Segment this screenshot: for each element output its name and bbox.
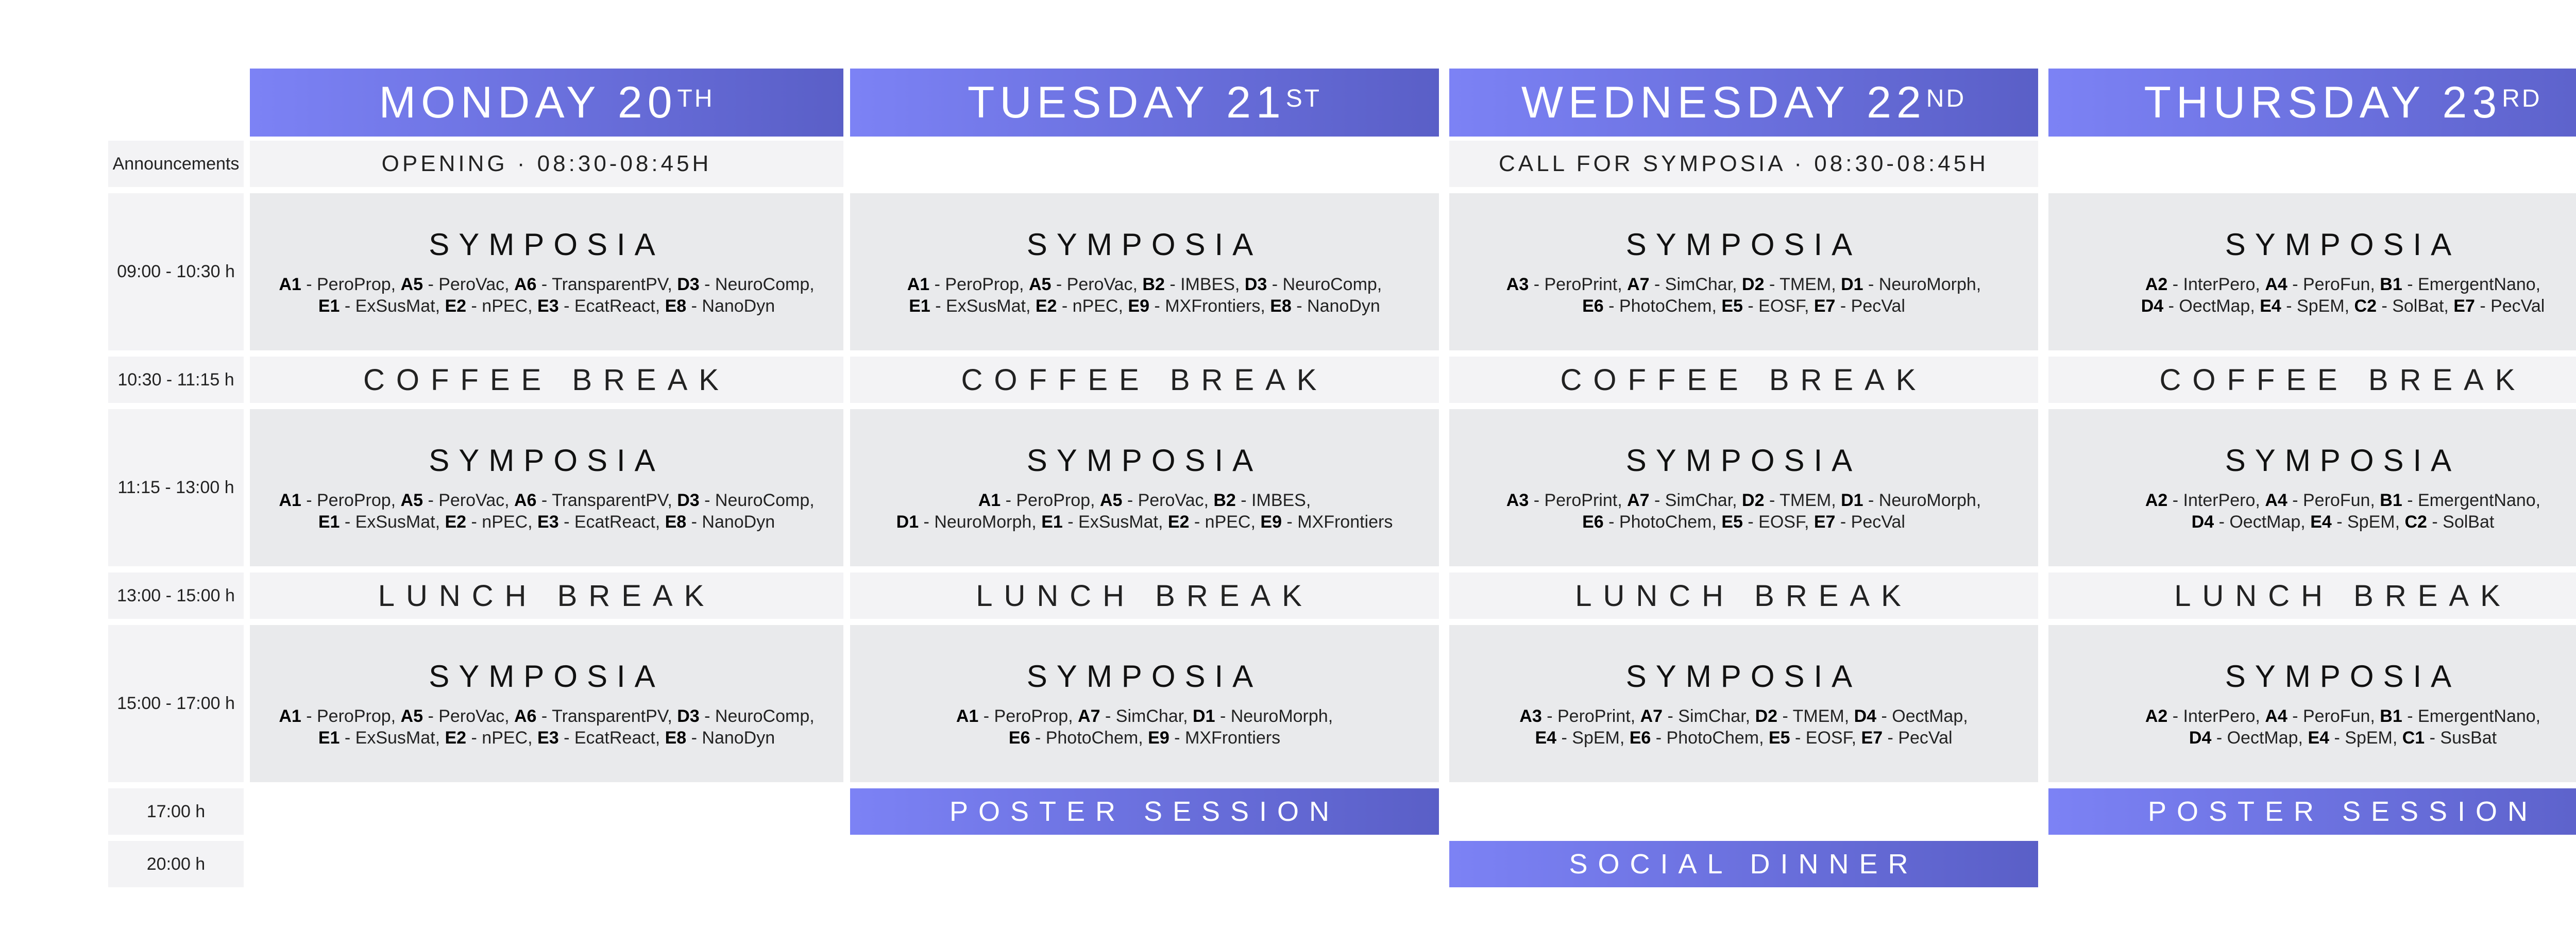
row-label-session-2: 11:15 - 13:00 h [108, 409, 244, 566]
track-name: - SusBat [2425, 728, 2497, 748]
lunch-break-thursday: LUNCH BREAK [2048, 572, 2576, 619]
symposia-thursday-session-1 [2048, 193, 2576, 350]
day-header-monday [250, 69, 843, 137]
symposia-track-line [956, 705, 1333, 727]
track-code: E4 [2308, 728, 2330, 748]
track-code: D1 [1841, 275, 1863, 294]
symposia-track-line [1519, 705, 1968, 727]
track-name: - PeroPrint, [1529, 275, 1628, 294]
track-name: - nPEC, [1189, 512, 1261, 532]
track-name: - SpEM, [2329, 728, 2402, 748]
track-code: E2 [1035, 296, 1057, 316]
announcement-monday: OPENING · 08:30-08:45H [250, 141, 843, 187]
symposia-track-line [279, 274, 814, 295]
track-code: E6 [1582, 296, 1604, 316]
track-name: - MXFrontiers [1169, 728, 1281, 748]
track-code: E2 [445, 728, 467, 748]
symposia-track-line [279, 490, 814, 511]
track-name: - InterPero, [2167, 706, 2265, 726]
symposia-title: SYMPOSIA [1026, 443, 1263, 478]
row-label-session-3: 15:00 - 17:00 h [108, 625, 244, 782]
track-name: - PeroProp, [301, 491, 401, 510]
track-name: - InterPero, [2167, 491, 2265, 510]
track-name: - PecVal [1835, 512, 1905, 532]
track-name: - NeuroMorph, [1863, 275, 1981, 294]
track-name: - ExSusMat, [340, 296, 445, 316]
track-name: - IMBES, [1164, 275, 1245, 294]
symposia-wednesday-session-3 [1449, 625, 2038, 782]
track-name: - EmergentNano, [2402, 491, 2541, 510]
track-name: - EcatReact, [558, 728, 665, 748]
symposia-track-line [909, 295, 1380, 317]
track-code: D1 [1193, 706, 1215, 726]
track-code: E1 [318, 512, 340, 532]
track-name: - PeroFun, [2287, 706, 2380, 726]
day-name: TUESDAY 21 [967, 77, 1286, 127]
lunch-break-wednesday: LUNCH BREAK [1449, 572, 2038, 619]
track-name: - TMEM, [1764, 491, 1841, 510]
track-name: - EcatReact, [558, 296, 665, 316]
track-code: A3 [1519, 706, 1542, 726]
symposia-track-line [1582, 295, 1905, 317]
track-name: - SolBat [2427, 512, 2495, 532]
track-code: D3 [677, 706, 700, 726]
track-code: B1 [2380, 275, 2402, 294]
track-code: A1 [279, 275, 301, 294]
symposia-track-line [1009, 727, 1280, 749]
track-name: - PeroVac, [423, 275, 514, 294]
track-name: - TransparentPV, [536, 706, 677, 726]
track-code: D1 [1841, 491, 1863, 510]
symposia-wednesday-session-1 [1449, 193, 2038, 350]
row-label-session-1: 09:00 - 10:30 h [108, 193, 244, 350]
row-label-lunch: 13:00 - 15:00 h [108, 572, 244, 619]
track-code: A5 [1099, 491, 1123, 510]
track-code: B2 [1142, 275, 1165, 294]
track-code: E3 [537, 728, 559, 748]
day-name: MONDAY 20 [379, 77, 677, 127]
track-name: - PeroPrint, [1541, 706, 1640, 726]
symposia-track-line [2145, 274, 2540, 295]
symposia-track-line [318, 511, 775, 533]
track-name: - PhotoChem, [1603, 296, 1722, 316]
track-name: - nPEC, [466, 728, 538, 748]
track-name: - ExSusMat, [930, 296, 1036, 316]
symposia-monday-session-3 [250, 625, 843, 782]
track-code: E4 [2310, 512, 2332, 532]
symposia-track-line [2145, 705, 2540, 727]
symposia-tuesday-session-3 [850, 625, 1439, 782]
track-name: - SimChar, [1100, 706, 1193, 726]
track-name: - NeuroComp, [1267, 275, 1382, 294]
track-code: A4 [2265, 706, 2287, 726]
track-code: E2 [445, 512, 467, 532]
track-name: - TMEM, [1764, 275, 1841, 294]
track-name: - EOSF, [1742, 296, 1814, 316]
track-code: D4 [2189, 728, 2212, 748]
day-header-thursday [2048, 69, 2576, 137]
track-code: A5 [400, 491, 423, 510]
track-name: - ExSusMat, [340, 728, 445, 748]
symposia-tuesday-session-2 [850, 409, 1439, 566]
track-name: - PeroPrint, [1529, 491, 1628, 510]
track-name: - PeroVac, [423, 706, 514, 726]
track-code: D2 [1742, 491, 1765, 510]
track-name: - PeroProp, [929, 275, 1029, 294]
symposia-track-line [1582, 511, 1905, 533]
day-header-wednesday [1449, 69, 2038, 137]
symposia-thursday-session-3 [2048, 625, 2576, 782]
symposia-title: SYMPOSIA [429, 227, 665, 262]
track-code: A4 [2265, 275, 2287, 294]
day-header-tuesday [850, 69, 1439, 137]
track-code: E3 [537, 512, 559, 532]
track-code: E6 [1629, 728, 1651, 748]
symposia-track-line [2192, 511, 2495, 533]
day-name: WEDNESDAY 22 [1521, 77, 1926, 127]
track-code: E8 [665, 728, 687, 748]
poster-session-tuesday: POSTER SESSION [850, 788, 1439, 835]
track-name: - OectMap, [2163, 296, 2260, 316]
track-name: - IMBES, [1235, 491, 1311, 510]
lunch-break-tuesday: LUNCH BREAK [850, 572, 1439, 619]
track-name: - InterPero, [2167, 275, 2265, 294]
symposia-track-line [318, 727, 775, 749]
track-code: E9 [1148, 728, 1170, 748]
symposia-title: SYMPOSIA [2225, 659, 2461, 694]
day-suffix: RD [2502, 85, 2542, 112]
symposia-title: SYMPOSIA [429, 659, 665, 694]
track-code: E1 [909, 296, 930, 316]
track-code: E2 [445, 296, 467, 316]
symposia-wednesday-session-2 [1449, 409, 2038, 566]
symposia-title: SYMPOSIA [1625, 659, 1862, 694]
track-name: - NeuroMorph, [1215, 706, 1333, 726]
track-name: - EOSF, [1742, 512, 1814, 532]
track-code: A2 [2145, 706, 2168, 726]
track-code: E5 [1721, 512, 1743, 532]
row-label-evening-1: 17:00 h [108, 788, 244, 835]
track-code: D4 [1854, 706, 1877, 726]
track-code: A7 [1640, 706, 1663, 726]
track-code: A4 [2265, 491, 2287, 510]
track-name: - NeuroComp, [699, 491, 815, 510]
track-name: - NanoDyn [686, 512, 775, 532]
track-code: A1 [279, 706, 301, 726]
track-name: - SimChar, [1649, 491, 1742, 510]
track-name: - EcatReact, [558, 512, 665, 532]
track-code: E9 [1128, 296, 1149, 316]
track-name: - OectMap, [2211, 728, 2308, 748]
track-code: E7 [1814, 296, 1836, 316]
track-name: - NanoDyn [1291, 296, 1380, 316]
day-suffix: ND [1926, 85, 1967, 112]
track-name: - EOSF, [1790, 728, 1861, 748]
track-code: E8 [1270, 296, 1292, 316]
track-name: - NeuroComp, [699, 706, 815, 726]
track-name: - PeroFun, [2287, 491, 2380, 510]
track-code: A1 [956, 706, 979, 726]
poster-session-thursday: POSTER SESSION [2048, 788, 2576, 835]
track-code: D3 [677, 275, 700, 294]
track-code: D1 [896, 512, 919, 532]
coffee-break-monday: COFFEE BREAK [250, 357, 843, 403]
track-code: A6 [514, 706, 537, 726]
symposia-title: SYMPOSIA [1026, 659, 1263, 694]
symposia-track-line [2189, 727, 2497, 749]
row-label-announcements: Announcements [108, 141, 244, 187]
track-code: E1 [1041, 512, 1063, 532]
track-code: C2 [2354, 296, 2377, 316]
symposia-tuesday-session-1 [850, 193, 1439, 350]
symposia-title: SYMPOSIA [2225, 227, 2461, 262]
track-name: - NanoDyn [686, 296, 775, 316]
coffee-break-wednesday: COFFEE BREAK [1449, 357, 2038, 403]
track-name: - EmergentNano, [2402, 275, 2541, 294]
symposia-track-line [978, 490, 1311, 511]
track-code: D4 [2191, 512, 2214, 532]
track-name: - PecVal [1883, 728, 1953, 748]
announcement-wednesday: CALL FOR SYMPOSIA · 08:30-08:45H [1449, 141, 2038, 187]
track-code: A1 [279, 491, 301, 510]
track-name: - TransparentPV, [536, 491, 677, 510]
track-code: A3 [1506, 491, 1529, 510]
social-dinner-wednesday: SOCIAL DINNER [1449, 841, 2038, 887]
track-code: E1 [318, 296, 340, 316]
track-name: - NeuroComp, [699, 275, 815, 294]
track-name: - PeroProp, [978, 706, 1078, 726]
track-name: - ExSusMat, [1062, 512, 1168, 532]
symposia-track-line [2145, 490, 2540, 511]
track-name: - SpEM, [2281, 296, 2354, 316]
lunch-break-monday: LUNCH BREAK [250, 572, 843, 619]
track-name: - NeuroMorph, [1863, 491, 1981, 510]
track-name: - PeroVac, [1051, 275, 1143, 294]
track-code: C2 [2404, 512, 2427, 532]
track-name: - nPEC, [1057, 296, 1128, 316]
track-code: E9 [1260, 512, 1282, 532]
symposia-thursday-session-2 [2048, 409, 2576, 566]
track-code: E5 [1769, 728, 1790, 748]
track-name: - SimChar, [1663, 706, 1755, 726]
track-name: - nPEC, [466, 296, 538, 316]
track-code: D3 [677, 491, 700, 510]
track-code: E6 [1008, 728, 1030, 748]
track-name: - OectMap, [2214, 512, 2311, 532]
track-name: - PeroProp, [301, 706, 401, 726]
track-code: A7 [1627, 275, 1650, 294]
track-code: D2 [1742, 275, 1765, 294]
track-code: B1 [2380, 491, 2402, 510]
track-code: C1 [2402, 728, 2425, 748]
track-code: E4 [2260, 296, 2281, 316]
track-name: - PeroVac, [423, 491, 514, 510]
symposia-title: SYMPOSIA [429, 443, 665, 478]
symposia-monday-session-2 [250, 409, 843, 566]
track-name: - ExSusMat, [340, 512, 445, 532]
track-code: A1 [907, 275, 930, 294]
track-name: - PhotoChem, [1603, 512, 1722, 532]
track-name: - OectMap, [1876, 706, 1968, 726]
track-name: - TMEM, [1777, 706, 1854, 726]
track-code: E7 [1814, 512, 1836, 532]
track-name: - PeroVac, [1122, 491, 1214, 510]
track-name: - PeroProp, [301, 275, 401, 294]
track-name: - MXFrontiers, [1149, 296, 1270, 316]
track-code: A6 [514, 275, 537, 294]
track-code: D2 [1755, 706, 1778, 726]
symposia-track-line [318, 295, 775, 317]
symposia-track-line [907, 274, 1382, 295]
track-name: - EmergentNano, [2402, 706, 2541, 726]
track-name: - NeuroMorph, [919, 512, 1042, 532]
track-code: E5 [1721, 296, 1743, 316]
coffee-break-thursday: COFFEE BREAK [2048, 357, 2576, 403]
track-code: A5 [400, 275, 423, 294]
track-code: E2 [1167, 512, 1190, 532]
track-name: - PhotoChem, [1651, 728, 1769, 748]
track-code: E7 [1861, 728, 1883, 748]
symposia-track-line [2141, 295, 2545, 317]
track-code: A2 [2145, 491, 2168, 510]
track-name: - nPEC, [466, 512, 538, 532]
track-code: A6 [514, 491, 537, 510]
track-name: - PeroFun, [2287, 275, 2380, 294]
track-code: B1 [2380, 706, 2402, 726]
symposia-track-line [1535, 727, 1952, 749]
track-name: - MXFrontiers [1281, 512, 1393, 532]
day-name: THURSDAY 23 [2144, 77, 2502, 127]
track-name: - TransparentPV, [536, 275, 677, 294]
track-code: A1 [978, 491, 1001, 510]
track-code: A2 [2145, 275, 2168, 294]
track-code: A5 [400, 706, 423, 726]
track-code: A5 [1028, 275, 1052, 294]
track-code: B2 [1213, 491, 1236, 510]
track-code: A3 [1506, 275, 1529, 294]
day-suffix: ST [1285, 85, 1322, 112]
symposia-title: SYMPOSIA [1625, 443, 1862, 478]
track-name: - SimChar, [1649, 275, 1742, 294]
track-code: E8 [665, 296, 687, 316]
track-code: E3 [537, 296, 559, 316]
symposia-track-line [1506, 274, 1981, 295]
track-code: E7 [2453, 296, 2475, 316]
track-name: - PhotoChem, [1030, 728, 1148, 748]
symposia-title: SYMPOSIA [2225, 443, 2461, 478]
track-code: E8 [665, 512, 687, 532]
day-suffix: TH [677, 85, 715, 112]
row-label-evening-2: 20:00 h [108, 841, 244, 887]
track-code: A7 [1627, 491, 1650, 510]
track-name: - NanoDyn [686, 728, 775, 748]
track-code: E6 [1582, 512, 1604, 532]
track-name: - SpEM, [2331, 512, 2405, 532]
symposia-track-line [896, 511, 1393, 533]
track-code: D3 [1244, 275, 1267, 294]
coffee-break-tuesday: COFFEE BREAK [850, 357, 1439, 403]
track-name: - PecVal [1835, 296, 1905, 316]
track-code: D4 [2141, 296, 2164, 316]
track-name: - SolBat, [2377, 296, 2454, 316]
track-code: E1 [318, 728, 340, 748]
track-code: E4 [1535, 728, 1557, 748]
symposia-title: SYMPOSIA [1625, 227, 1862, 262]
symposia-track-line [279, 705, 814, 727]
row-label-coffee: 10:30 - 11:15 h [108, 357, 244, 403]
symposia-title: SYMPOSIA [1026, 227, 1263, 262]
symposia-track-line [1506, 490, 1981, 511]
track-name: - SpEM, [1556, 728, 1630, 748]
symposia-monday-session-1 [250, 193, 843, 350]
track-name: - PeroProp, [1001, 491, 1100, 510]
track-name: - PecVal [2475, 296, 2545, 316]
track-code: A7 [1078, 706, 1100, 726]
